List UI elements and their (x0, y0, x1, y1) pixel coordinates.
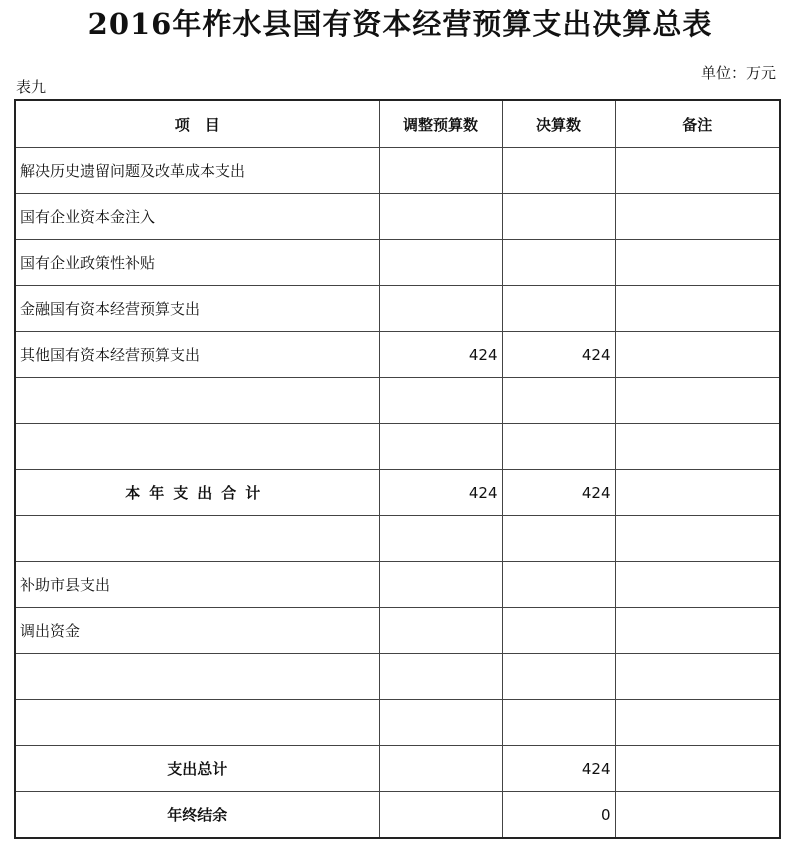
row-final (502, 654, 615, 700)
total-row (15, 746, 780, 792)
row-final (502, 562, 615, 608)
table-row (15, 654, 780, 700)
balance-row (15, 792, 780, 839)
row-item (15, 516, 379, 562)
row-note (615, 470, 780, 516)
table-row (15, 378, 780, 424)
table-row (15, 424, 780, 470)
table-row (15, 608, 780, 654)
table-row (15, 516, 780, 562)
row-adjusted (379, 286, 502, 332)
row-item: 本年支出合计 (15, 470, 379, 516)
row-final (502, 378, 615, 424)
table-row (15, 562, 780, 608)
row-adjusted (379, 516, 502, 562)
row-final (502, 194, 615, 240)
row-note (615, 608, 780, 654)
row-note (615, 792, 780, 839)
row-note (615, 516, 780, 562)
row-item: 国有企业资本金注入 (15, 194, 379, 240)
document-title: 2016年柞水县国有资本经营预算支出决算总表 (87, 7, 713, 41)
row-final: 424 (502, 470, 615, 516)
subtotal-row (15, 470, 780, 516)
row-note (615, 424, 780, 470)
row-final (502, 516, 615, 562)
row-adjusted (379, 608, 502, 654)
table-row (15, 240, 780, 286)
table-row (15, 194, 780, 240)
row-adjusted: 424 (379, 332, 502, 378)
header-note: 备注 (615, 100, 780, 148)
row-final: 424 (502, 746, 615, 792)
table-row (15, 332, 780, 378)
row-final (502, 424, 615, 470)
row-adjusted (379, 700, 502, 746)
row-final (502, 148, 615, 194)
row-note (615, 378, 780, 424)
row-note (615, 746, 780, 792)
row-item (15, 424, 379, 470)
row-note (615, 332, 780, 378)
row-adjusted (379, 654, 502, 700)
table-row (15, 286, 780, 332)
row-adjusted (379, 240, 502, 286)
row-adjusted (379, 562, 502, 608)
row-note (615, 562, 780, 608)
header-item: 项 目 (15, 100, 379, 148)
row-item (15, 654, 379, 700)
row-item: 解决历史遗留问题及改革成本支出 (15, 148, 379, 194)
table-row (15, 700, 780, 746)
table-header-row (15, 100, 780, 148)
row-item: 支出总计 (15, 746, 379, 792)
row-final (502, 700, 615, 746)
row-final (502, 608, 615, 654)
row-note (615, 654, 780, 700)
row-final: 424 (502, 332, 615, 378)
row-note (615, 194, 780, 240)
row-final (502, 286, 615, 332)
table-row (15, 148, 780, 194)
budget-table (14, 99, 781, 839)
row-item: 国有企业政策性补贴 (15, 240, 379, 286)
row-note (615, 286, 780, 332)
row-adjusted (379, 194, 502, 240)
row-final: 0 (502, 792, 615, 839)
row-item: 年终结余 (15, 792, 379, 839)
row-item: 调出资金 (15, 608, 379, 654)
table-number: 表九 (16, 78, 47, 96)
row-item: 补助市县支出 (15, 562, 379, 608)
row-adjusted (379, 148, 502, 194)
row-adjusted (379, 378, 502, 424)
row-adjusted (379, 424, 502, 470)
row-final (502, 240, 615, 286)
row-adjusted: 424 (379, 470, 502, 516)
header-final-account: 决算数 (502, 100, 615, 148)
row-item (15, 378, 379, 424)
row-note (615, 240, 780, 286)
row-note (615, 700, 780, 746)
row-note (615, 148, 780, 194)
unit-label: 单位：万元 (700, 64, 776, 82)
row-item (15, 700, 379, 746)
header-adjusted-budget: 调整预算数 (379, 100, 502, 148)
row-item: 金融国有资本经营预算支出 (15, 286, 379, 332)
row-adjusted (379, 792, 502, 839)
row-item: 其他国有资本经营预算支出 (15, 332, 379, 378)
row-adjusted (379, 746, 502, 792)
